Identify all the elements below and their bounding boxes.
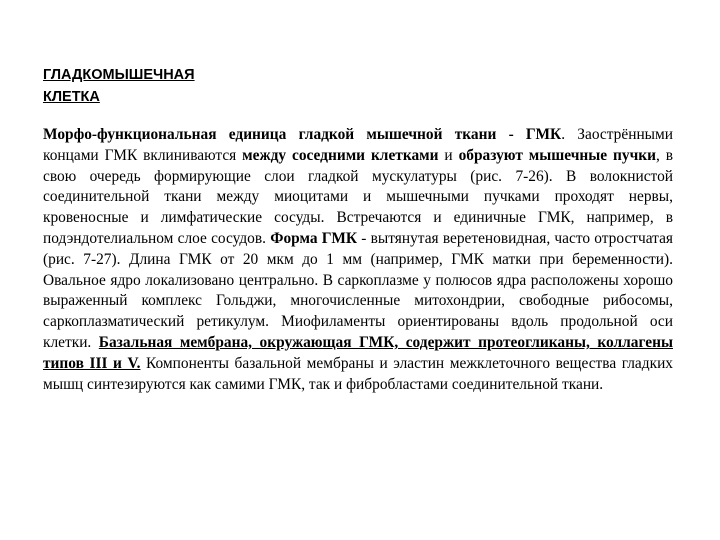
slide-title xyxy=(43,64,443,108)
text-segment: - вытянутая веретеновидная, часто отростчатая (рис. 7-27). Длина ГМК от 20 мкм до 1 мм (например, ГМК матки при беременности). Овальное ядро локализовано центрально. В саркоплазме у полюсов ядра расположены хорошо выраженный комплекс Гольджи, многочисленные митохондрии, свободные рибосомы, саркоплазматический ретикулум. Миофиламенты ориентированы вдоль продольной оси клетки. xyxy=(43,229,674,351)
text-segment: Компоненты базальной мембраны и эластин межклеточного вещества гладких мышц синтезируются как самими ГМК, так и фибробластами соединительной ткани. xyxy=(43,354,674,393)
text-segment: , в свою очередь формирующие слои гладкой мускулатуры (рис. 7-26). В волокнистой соединительной ткани между миоцитами и мышечными пучками проходят нервы, кровеносные и лимфатические сосуды. Встречаются и единичные ГМК, например, в подэндотелиальном слое сосудов. xyxy=(43,146,673,247)
emphasis-cell-shape: Форма ГМК xyxy=(270,229,358,247)
text-segment: и xyxy=(438,146,459,164)
lead-sentence: Морфо-функциональная единица гладкой мышечной ткани - ГМК xyxy=(43,126,562,143)
emphasis-basal-membrane: Базальная мембрана, окружающая ГМК, содержит протеогликаны, коллагены типов III и V. xyxy=(43,333,673,372)
emphasis-muscle-bundles: образуют мышечные пучки xyxy=(458,146,656,164)
title-line-2: КЛЕТКА xyxy=(43,89,100,105)
title-line-1: ГЛАДКОМЫШЕЧНАЯ xyxy=(43,67,195,83)
emphasis-between-cells: между соседними клетками xyxy=(242,146,439,164)
body-paragraph xyxy=(43,125,673,395)
text-segment: . Заострёнными концами ГМК вклиниваются xyxy=(43,126,673,164)
